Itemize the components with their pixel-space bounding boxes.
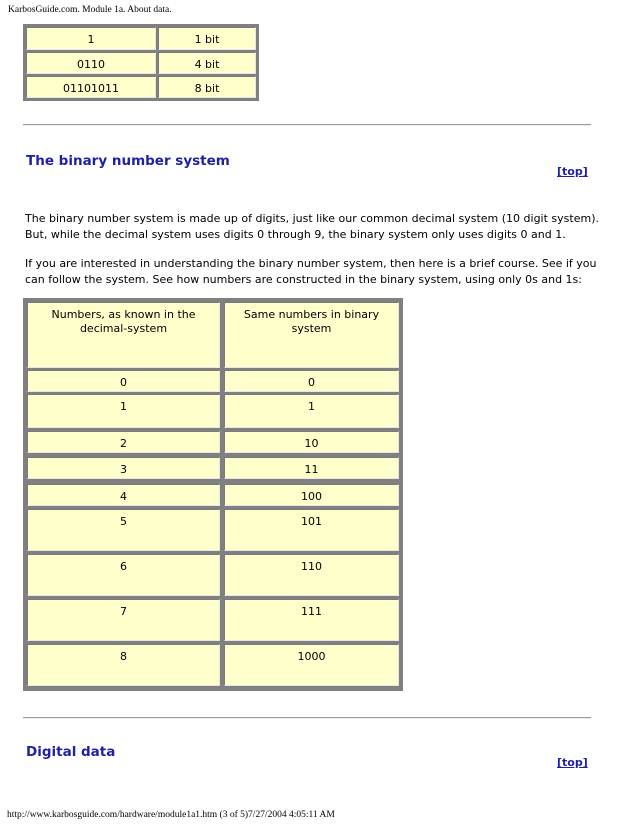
divider bbox=[23, 124, 591, 126]
paragraph: If you are interested in understanding the binary number system, then here is a brief course. See if you can follow the system. See how numbers are constructed in the binary system, using only 0s and 1s: bbox=[25, 257, 597, 286]
table-cell: 2 bbox=[27, 431, 220, 453]
paragraph: The binary number system is made up of digits, just like our common decimal system (10 digit system). But, while the decimal system uses digits 0 through 9, the binary system only uses digits 0 and 1. bbox=[25, 212, 599, 241]
bits-table bbox=[23, 24, 259, 101]
table-cell: 01101011 bbox=[26, 76, 156, 98]
page-footer-url: http://www.karbosguide.com/hardware/module1a1.htm (3 of 5)7/27/2004 4:05:11 AM bbox=[7, 810, 335, 820]
table-cell: 8 bit bbox=[158, 76, 256, 98]
table-cell: 100 bbox=[224, 484, 399, 506]
table-cell: 7 bbox=[27, 599, 220, 641]
table-cell: 111 bbox=[224, 599, 399, 641]
table-cell: 3 bbox=[27, 457, 220, 479]
section-heading-digital: Digital data bbox=[26, 744, 116, 760]
table-cell: 1 bbox=[26, 27, 156, 50]
table-header-cell: Numbers, as known in the decimal-system bbox=[27, 302, 220, 368]
table-cell: 0110 bbox=[26, 52, 156, 74]
table-cell: 1 bbox=[27, 394, 220, 428]
table-cell: 11 bbox=[224, 457, 399, 479]
table-cell: 4 bbox=[27, 484, 220, 506]
top-link[interactable]: [top] bbox=[557, 165, 588, 178]
divider bbox=[23, 717, 591, 719]
table-cell: 110 bbox=[224, 554, 399, 596]
table-cell: 10 bbox=[224, 431, 399, 453]
table-cell: 0 bbox=[27, 370, 220, 392]
table-cell: 0 bbox=[224, 370, 399, 392]
table-cell: 5 bbox=[27, 509, 220, 551]
table-cell: 1000 bbox=[224, 644, 399, 686]
table-cell: 1 bbox=[224, 394, 399, 428]
table-cell: 8 bbox=[27, 644, 220, 686]
binary-table bbox=[23, 298, 403, 691]
table-header-cell: Same numbers in binary system bbox=[224, 302, 399, 368]
top-link[interactable]: [top] bbox=[557, 756, 588, 769]
table-cell: 101 bbox=[224, 509, 399, 551]
table-cell: 6 bbox=[27, 554, 220, 596]
page-header: KarbosGuide.com. Module 1a. About data. bbox=[8, 5, 172, 15]
table-cell: 1 bit bbox=[158, 27, 256, 50]
table-cell: 4 bit bbox=[158, 52, 256, 74]
section-heading-binary: The binary number system bbox=[26, 153, 230, 169]
